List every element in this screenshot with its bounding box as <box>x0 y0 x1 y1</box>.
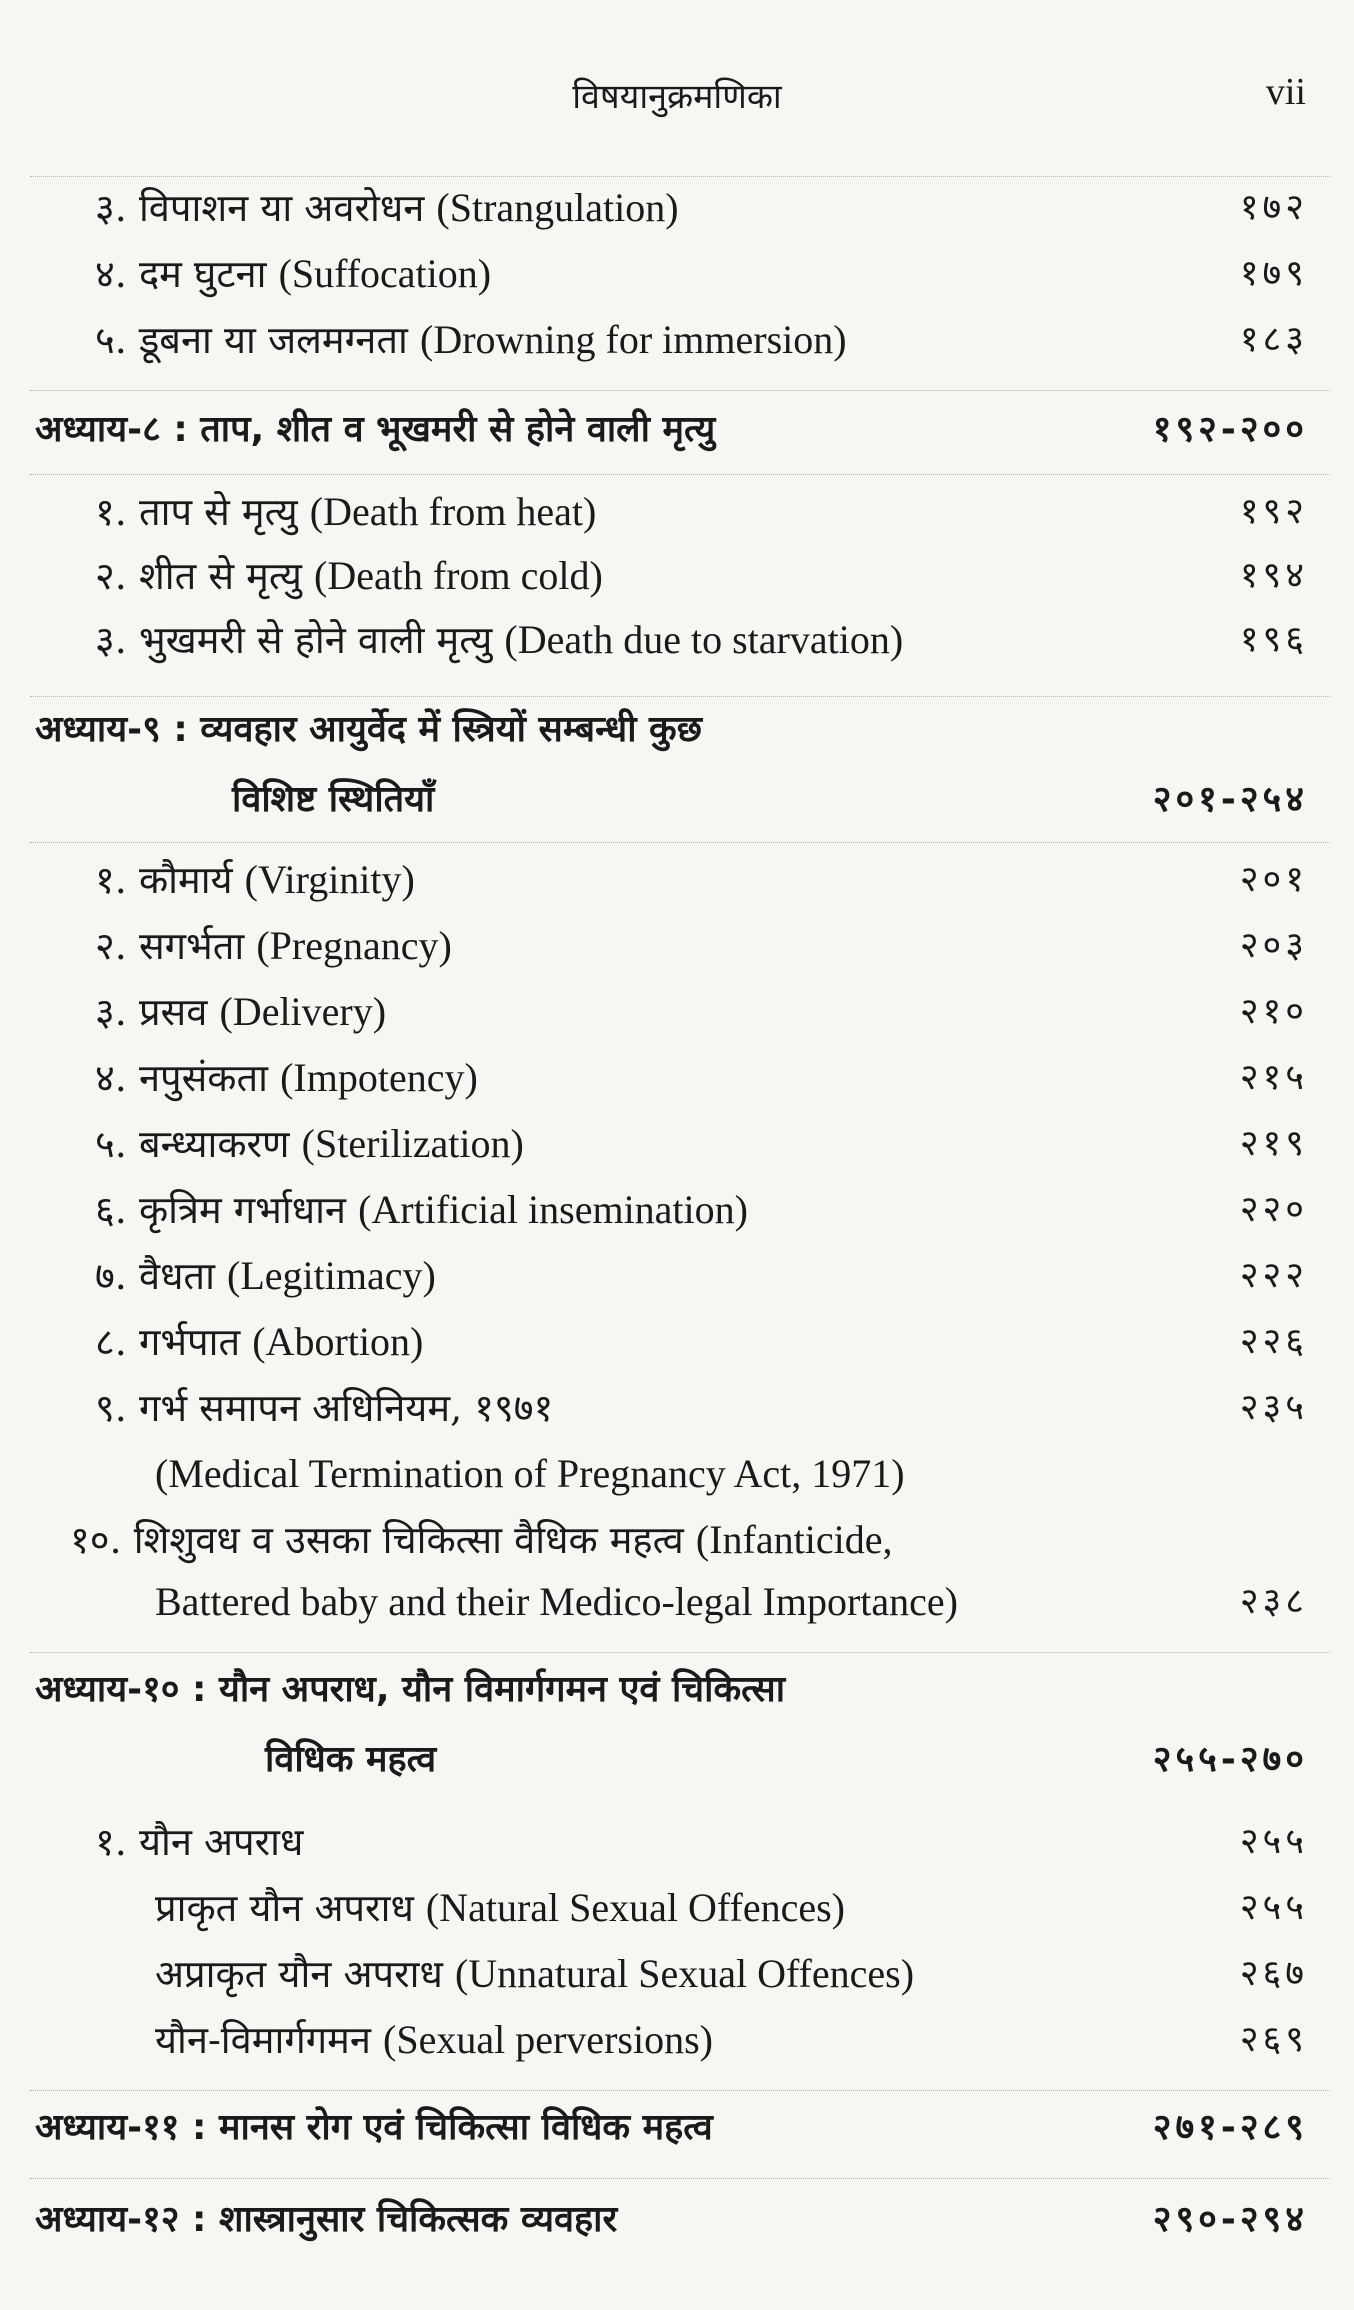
toc-entry <box>0 2010 1354 2070</box>
entry-english: (Artificial insemination) <box>358 1187 748 1232</box>
toc-entry <box>0 546 1354 606</box>
entry-hindi: दम घुटना <box>138 252 267 296</box>
entry-number: १. <box>95 858 127 902</box>
entry-page: २१० <box>1239 991 1308 1032</box>
chapter-heading <box>0 1660 1354 1720</box>
chapter-heading <box>0 2098 1354 2158</box>
entry-page: २१५ <box>1239 1057 1308 1098</box>
entry-number: ३. <box>95 618 127 662</box>
entry-page: १७२ <box>1239 187 1308 228</box>
entry-english: Battered baby and their Medico-legal Importance) <box>155 1579 958 1624</box>
entry-hindi: भुखमरी से होने वाली मृत्यु <box>138 618 493 662</box>
entry-english: (Strangulation) <box>436 185 679 230</box>
entry-hindi: प्रसव <box>138 990 208 1034</box>
entry-hindi: वैधता <box>138 1254 215 1298</box>
entry-page: १९६ <box>1239 619 1308 660</box>
divider <box>30 2090 1330 2091</box>
toc-entry <box>0 610 1354 670</box>
entry-english: (Death due to starvation) <box>504 617 904 662</box>
entry-page: २२६ <box>1239 1321 1308 1362</box>
chapter-page-range: २०१-२५४ <box>1152 779 1308 820</box>
toc-entry-continued <box>0 1572 1354 1632</box>
entry-page: १९४ <box>1239 555 1308 596</box>
toc-entry <box>0 178 1354 238</box>
entry-english: (Legitimacy) <box>227 1253 436 1298</box>
toc-entry <box>0 1114 1354 1174</box>
entry-number: २. <box>95 554 127 598</box>
toc-entry <box>0 244 1354 304</box>
entry-page: २५५ <box>1239 1821 1308 1862</box>
chapter-title-continued: विधिक महत्व <box>265 1739 437 1780</box>
entry-page: २०३ <box>1239 925 1308 966</box>
entry-english: (Delivery) <box>219 989 387 1034</box>
divider <box>30 2178 1330 2179</box>
toc-entry <box>0 482 1354 542</box>
entry-number: ३. <box>95 186 127 230</box>
entry-english: (Unnatural Sexual Offences) <box>454 1951 915 1996</box>
entry-number: ३. <box>95 990 127 1034</box>
chapter-title: अध्याय-११ : मानस रोग एवं चिकित्सा विधिक महत्व <box>35 2107 713 2148</box>
entry-english: (Death from cold) <box>314 553 603 598</box>
entry-hindi: शीत से मृत्यु <box>138 554 302 598</box>
entry-page: २२२ <box>1239 1255 1308 1296</box>
entry-english: (Suffocation) <box>278 251 492 296</box>
entry-page: २६७ <box>1239 1953 1308 1994</box>
entry-english: (Infanticide, <box>695 1517 893 1562</box>
entry-number: १. <box>95 1820 127 1864</box>
page-number: vii <box>1265 71 1306 113</box>
toc-entry <box>0 310 1354 370</box>
entry-number: ५. <box>95 318 127 362</box>
chapter-title-continued: विशिष्ट स्थितियाँ <box>232 779 435 820</box>
entry-number: ४. <box>95 252 127 296</box>
chapter-page-range: २९०-२९४ <box>1152 2199 1308 2240</box>
entry-number: ५. <box>95 1122 127 1166</box>
entry-number: १. <box>95 490 127 534</box>
entry-english: (Sexual perversions) <box>383 2017 713 2062</box>
entry-page: १९२ <box>1239 491 1308 532</box>
entry-english: (Medical Termination of Pregnancy Act, 1971) <box>155 1451 905 1496</box>
entry-english: (Sterilization) <box>301 1121 524 1166</box>
toc-entry <box>0 1878 1354 1938</box>
divider <box>30 390 1330 391</box>
entry-hindi: यौन अपराध <box>138 1820 304 1864</box>
entry-page: १७९ <box>1239 253 1308 294</box>
entry-english: (Abortion) <box>252 1319 424 1364</box>
entry-hindi: सगर्भता <box>138 924 245 968</box>
toc-entry <box>0 1312 1354 1372</box>
toc-entry <box>0 1246 1354 1306</box>
entry-number: ९. <box>95 1386 127 1430</box>
entry-page: २१९ <box>1239 1123 1308 1164</box>
chapter-title: अध्याय-१० : यौन अपराध, यौन विमार्गगमन एवं चिकित्सा <box>35 1669 786 1710</box>
toc-entry-continued <box>0 1444 1354 1504</box>
chapter-heading-continued <box>0 770 1354 830</box>
entry-page: २३५ <box>1239 1387 1308 1428</box>
entry-number: २. <box>95 924 127 968</box>
entry-english: (Drowning for immersion) <box>420 317 847 362</box>
entry-number: ४. <box>95 1056 127 1100</box>
toc-entry <box>0 982 1354 1042</box>
entry-hindi: प्राकृत यौन अपराध <box>155 1886 414 1930</box>
entry-page: २५५ <box>1239 1887 1308 1928</box>
entry-hindi: नपुसंकता <box>138 1056 268 1100</box>
entry-number: ८. <box>95 1320 127 1364</box>
divider <box>30 176 1330 177</box>
entry-number: ७. <box>95 1254 127 1298</box>
chapter-page-range: २७१-२८९ <box>1152 2107 1308 2148</box>
entry-english: (Impotency) <box>280 1055 478 1100</box>
toc-entry <box>0 850 1354 910</box>
toc-entry <box>0 1944 1354 2004</box>
entry-hindi: कौमार्य <box>138 858 233 902</box>
entry-english: (Natural Sexual Offences) <box>425 1885 845 1930</box>
entry-hindi: गर्भपात <box>138 1320 241 1364</box>
chapter-heading <box>0 2190 1354 2250</box>
toc-entry <box>0 1180 1354 1240</box>
entry-page: २०१ <box>1239 859 1308 900</box>
entry-hindi: शिशुवध व उसका चिकित्सा वैधिक महत्व <box>133 1518 684 1562</box>
entry-page: २३८ <box>1239 1581 1308 1622</box>
entry-hindi: कृत्रिम गर्भाधान <box>138 1188 346 1232</box>
entry-hindi: बन्ध्याकरण <box>138 1122 290 1166</box>
toc-entry <box>0 1048 1354 1108</box>
divider <box>30 696 1330 697</box>
entry-page: २२० <box>1239 1189 1308 1230</box>
entry-hindi: विपाशन या अवरोधन <box>138 186 425 230</box>
entry-english: (Death from heat) <box>309 489 597 534</box>
entry-page: १८३ <box>1239 319 1308 360</box>
entry-number: ६. <box>95 1188 127 1232</box>
toc-entry <box>0 1510 1354 1570</box>
entry-page: २६९ <box>1239 2019 1308 2060</box>
chapter-heading <box>0 700 1354 760</box>
running-header-title: विषयानुक्रमणिका <box>572 77 782 117</box>
entry-hindi: डूबना या जलमग्नता <box>138 318 408 362</box>
toc-entry <box>0 916 1354 976</box>
toc-entry <box>0 1378 1354 1438</box>
entry-hindi: अप्राकृत यौन अपराध <box>155 1952 443 1996</box>
toc-entry <box>0 1812 1354 1872</box>
entry-hindi: गर्भ समापन अधिनियम, १९७१ <box>138 1386 554 1430</box>
chapter-heading <box>0 400 1354 460</box>
chapter-page-range: २५५-२७० <box>1152 1739 1308 1780</box>
chapter-page-range: १९२-२०० <box>1152 409 1308 450</box>
chapter-title: अध्याय-८ : ताप, शीत व भूखमरी से होने वाली मृत्यु <box>35 409 716 450</box>
chapter-title: अध्याय-९ : व्यवहार आयुर्वेद में स्त्रियों सम्बन्धी कुछ <box>35 709 702 750</box>
divider <box>30 1652 1330 1653</box>
divider <box>30 474 1330 475</box>
entry-number: १०. <box>70 1518 122 1562</box>
entry-hindi: यौन-विमार्गगमन <box>155 2018 371 2062</box>
divider <box>30 842 1330 843</box>
entry-english: (Pregnancy) <box>256 923 452 968</box>
entry-hindi: ताप से मृत्यु <box>138 490 298 534</box>
chapter-title: अध्याय-१२ : शास्त्रानुसार चिकित्सक व्यवहार <box>35 2199 618 2240</box>
entry-english: (Virginity) <box>244 857 415 902</box>
chapter-heading-continued <box>0 1730 1354 1790</box>
